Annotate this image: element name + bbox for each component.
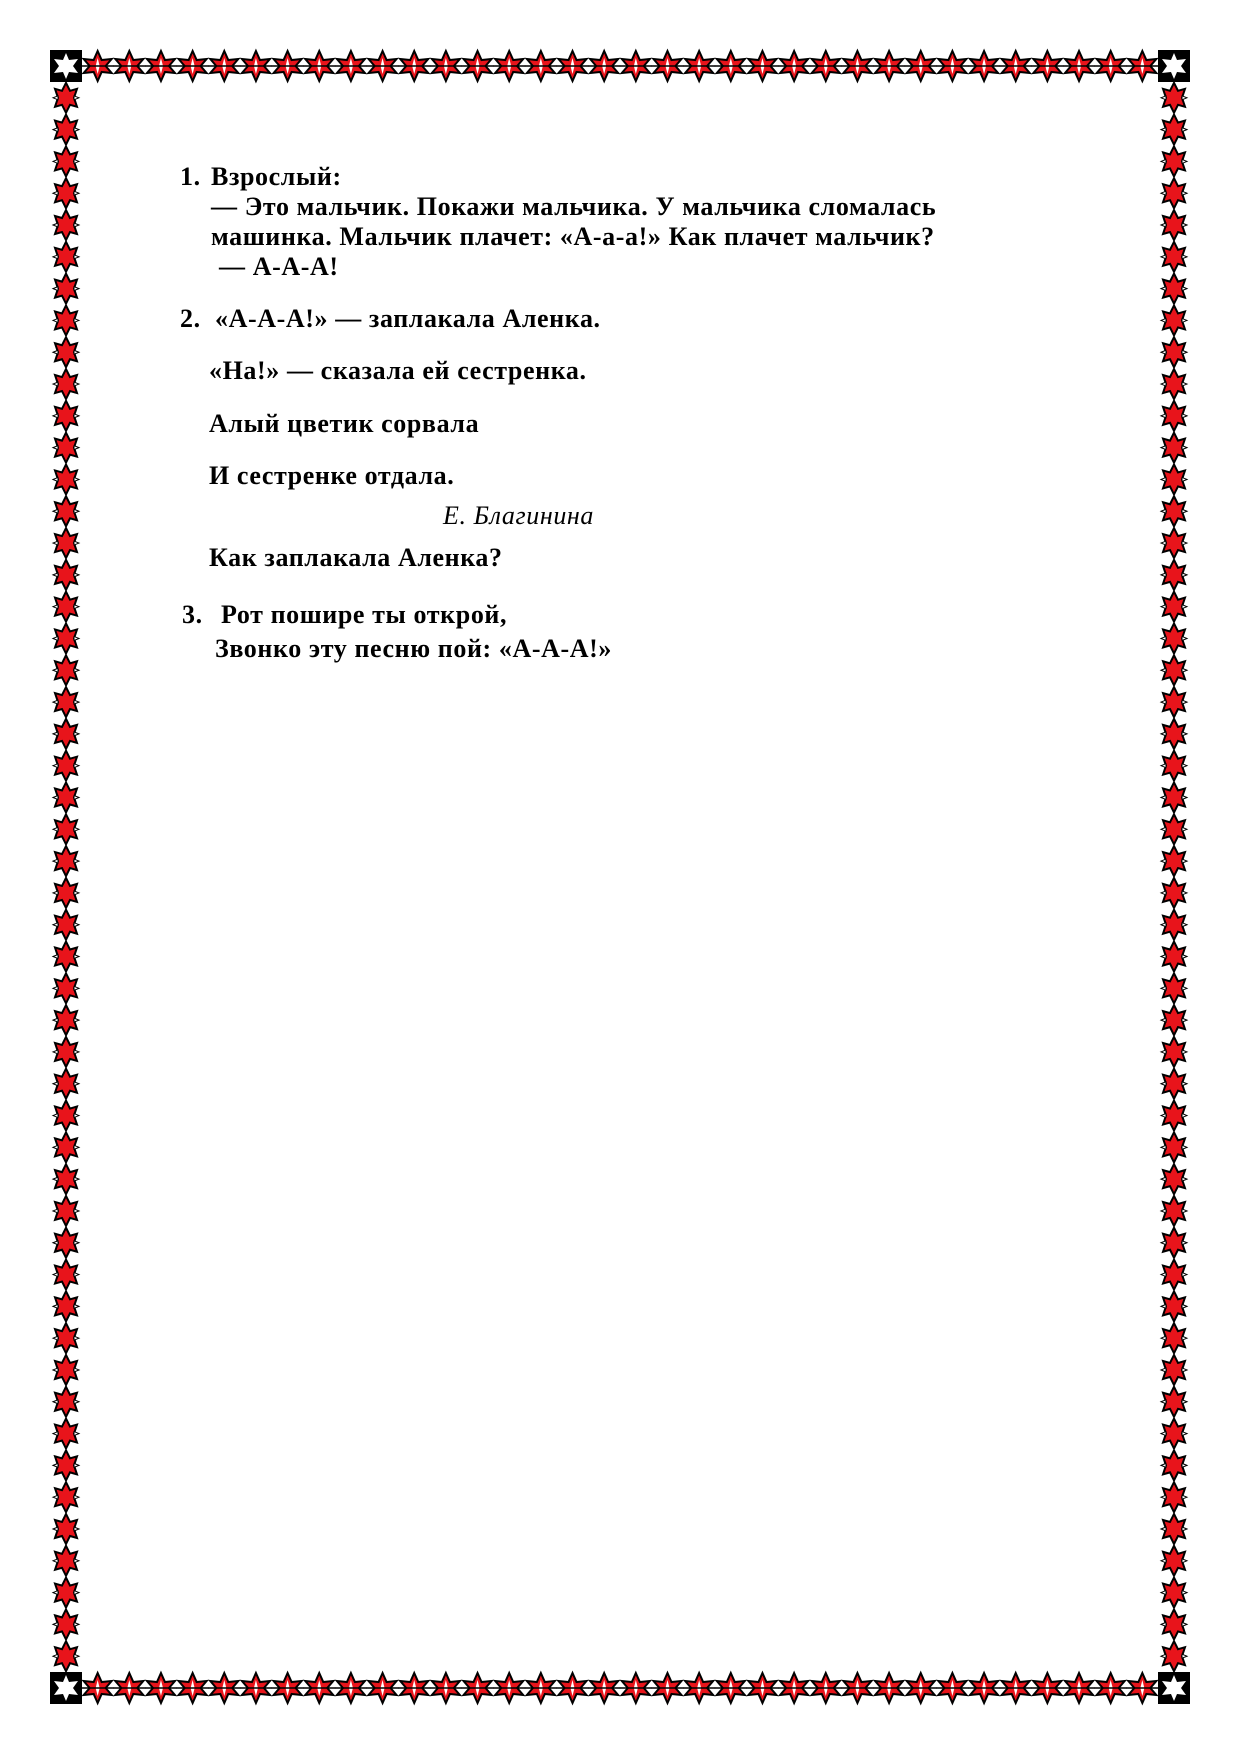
border-star-icon xyxy=(53,1578,79,1608)
border-star-icon xyxy=(1161,1355,1187,1385)
border-star-icon xyxy=(810,51,842,81)
border-star-icon xyxy=(53,401,79,431)
border-star-icon xyxy=(53,1260,79,1290)
border-star-icon xyxy=(53,1609,79,1639)
border-star-icon xyxy=(1126,51,1158,81)
border-star-icon xyxy=(1126,1673,1158,1703)
border-star-icon xyxy=(113,1673,145,1703)
border-star-icon xyxy=(1161,146,1187,176)
border-star-icon xyxy=(1161,846,1187,876)
border-star-icon xyxy=(968,51,1000,81)
border-star-icon xyxy=(53,464,79,494)
border-star-icon xyxy=(462,51,494,81)
border-star-icon xyxy=(303,1673,335,1703)
item-number: 2. xyxy=(180,304,201,333)
border-star-icon xyxy=(651,1673,683,1703)
poem-line: «На!» — сказала ей сестренка. xyxy=(209,356,587,385)
border-star-icon xyxy=(145,1673,177,1703)
border-star-icon xyxy=(1161,1578,1187,1608)
corner-star-icon xyxy=(50,50,82,82)
border-star-icon xyxy=(557,51,589,81)
border-star-icon xyxy=(53,369,79,399)
border-star-icon xyxy=(557,1673,589,1703)
border-star-icon xyxy=(145,51,177,81)
border-star-icon xyxy=(53,305,79,335)
border-star-icon xyxy=(1161,1641,1187,1671)
border-star-icon xyxy=(53,592,79,622)
border-star-icon xyxy=(525,1673,557,1703)
border-star-icon xyxy=(1161,1069,1187,1099)
border-star-icon xyxy=(1161,1450,1187,1480)
border-star-icon xyxy=(968,1673,1000,1703)
border-star-icon xyxy=(1161,1323,1187,1353)
corner-star-icon xyxy=(1158,1672,1190,1704)
border-star-icon xyxy=(1161,1196,1187,1226)
border-star-icon xyxy=(53,337,79,367)
border-star-icon xyxy=(1161,1101,1187,1131)
border-star-icon xyxy=(1031,1673,1063,1703)
border-star-icon xyxy=(53,1196,79,1226)
border-star-icon xyxy=(53,1005,79,1035)
border-star-icon xyxy=(53,528,79,558)
border-star-icon xyxy=(1161,782,1187,812)
border-star-icon xyxy=(1161,1291,1187,1321)
border-star-icon xyxy=(1000,51,1032,81)
border-star-icon xyxy=(82,51,114,81)
border-star-icon xyxy=(841,1673,873,1703)
text-line: машинка. Мальчик плачет: «А-а-а!» Как плачет мальчик? xyxy=(211,222,935,251)
border-star-icon xyxy=(1161,178,1187,208)
border-star-icon xyxy=(53,942,79,972)
border-star-icon xyxy=(53,496,79,526)
border-star-icon xyxy=(683,51,715,81)
border-star-icon xyxy=(53,655,79,685)
border-star-icon xyxy=(367,1673,399,1703)
border-star-icon xyxy=(588,51,620,81)
poem-author: Е. Благинина xyxy=(443,501,595,530)
border-star-icon xyxy=(1161,210,1187,240)
border-star-icon xyxy=(53,1323,79,1353)
poem-line: Рот пошире ты открой, xyxy=(221,600,508,629)
border-star-icon xyxy=(1161,496,1187,526)
border-star-icon xyxy=(1031,51,1063,81)
border-star-icon xyxy=(398,1673,430,1703)
border-star-icon xyxy=(715,51,747,81)
border-star-icon xyxy=(53,814,79,844)
border-star-icon xyxy=(430,1673,462,1703)
border-star-icon xyxy=(905,51,937,81)
border-star-icon xyxy=(1063,51,1095,81)
border-star-icon xyxy=(240,51,272,81)
border-star-icon xyxy=(53,1482,79,1512)
item-number: 1. xyxy=(180,162,201,191)
border-star-icon xyxy=(177,1673,209,1703)
border-star-icon xyxy=(53,1291,79,1321)
border-star-icon xyxy=(208,1673,240,1703)
border-star-icon xyxy=(53,83,79,113)
border-star-icon xyxy=(1161,719,1187,749)
border-star-icon xyxy=(1095,1673,1127,1703)
border-star-icon xyxy=(1161,1005,1187,1035)
border-star-icon xyxy=(53,1514,79,1544)
border-star-icon xyxy=(1161,305,1187,335)
border-star-icon xyxy=(651,51,683,81)
border-star-icon xyxy=(335,1673,367,1703)
border-star-icon xyxy=(1161,592,1187,622)
border-star-icon xyxy=(1161,1419,1187,1449)
border-star-icon xyxy=(53,1419,79,1449)
border-star-icon xyxy=(1161,1228,1187,1258)
border-star-icon xyxy=(208,51,240,81)
border-star-icon xyxy=(1161,401,1187,431)
border-star-icon xyxy=(778,51,810,81)
border-star-icon xyxy=(53,751,79,781)
border-star-icon xyxy=(1161,751,1187,781)
border-star-icon xyxy=(53,1069,79,1099)
question-line: Как заплакала Аленка? xyxy=(209,543,503,572)
border-star-icon xyxy=(303,51,335,81)
border-star-icon xyxy=(53,878,79,908)
border-star-icon xyxy=(53,1546,79,1576)
border-star-icon xyxy=(1161,464,1187,494)
border-star-icon xyxy=(1161,655,1187,685)
border-star-icon xyxy=(177,51,209,81)
border-star-icon xyxy=(462,1673,494,1703)
border-star-icon xyxy=(53,1641,79,1671)
border-star-icon xyxy=(1161,1164,1187,1194)
border-star-icon xyxy=(53,1164,79,1194)
speaker-label: Взрослый: xyxy=(211,162,342,191)
border-star-icon xyxy=(53,1355,79,1385)
border-star-icon xyxy=(240,1673,272,1703)
border-star-icon xyxy=(53,210,79,240)
border-star-icon xyxy=(620,51,652,81)
border-star-icon xyxy=(53,146,79,176)
border-star-icon xyxy=(1095,51,1127,81)
border-star-icon xyxy=(1161,1514,1187,1544)
poem-line: И сестренке отдала. xyxy=(209,461,455,490)
border-star-icon xyxy=(53,719,79,749)
border-star-icon xyxy=(1161,274,1187,304)
border-star-icon xyxy=(1161,910,1187,940)
corner-star-icon xyxy=(1158,50,1190,82)
border-star-icon xyxy=(1161,1132,1187,1162)
border-star-icon xyxy=(936,1673,968,1703)
border-star-icon xyxy=(936,51,968,81)
border-star-icon xyxy=(1161,814,1187,844)
border-star-icon xyxy=(1161,878,1187,908)
border-star-icon xyxy=(1161,115,1187,145)
border-star-icon xyxy=(683,1673,715,1703)
border-star-icon xyxy=(1161,942,1187,972)
border-star-icon xyxy=(1161,1387,1187,1417)
border-star-icon xyxy=(53,1387,79,1417)
border-star-icon xyxy=(53,433,79,463)
border-star-icon xyxy=(1161,337,1187,367)
border-star-icon xyxy=(746,51,778,81)
item-number: 3. xyxy=(182,600,203,629)
border-star-icon xyxy=(53,115,79,145)
border-star-icon xyxy=(841,51,873,81)
border-star-icon xyxy=(810,1673,842,1703)
text-line: — А-А-А! xyxy=(219,252,339,281)
border-star-icon xyxy=(53,782,79,812)
border-star-icon xyxy=(525,51,557,81)
border-star-icon xyxy=(398,51,430,81)
border-star-icon xyxy=(1161,1609,1187,1639)
border-star-icon xyxy=(53,687,79,717)
border-star-icon xyxy=(1161,83,1187,113)
border-star-icon xyxy=(53,274,79,304)
poem-line: «А-А-А!» — заплакала Аленка. xyxy=(215,304,601,333)
border-star-icon xyxy=(1161,1260,1187,1290)
border-star-icon xyxy=(1161,433,1187,463)
border-star-icon xyxy=(53,560,79,590)
border-star-icon xyxy=(53,910,79,940)
border-star-icon xyxy=(53,973,79,1003)
border-star-icon xyxy=(620,1673,652,1703)
border-star-icon xyxy=(53,1101,79,1131)
border-star-icon xyxy=(1161,973,1187,1003)
border-star-icon xyxy=(905,1673,937,1703)
border-star-icon xyxy=(1161,528,1187,558)
border-star-icon xyxy=(53,1450,79,1480)
poem-line: Звонко эту песню пой: «А-А-А!» xyxy=(215,634,613,663)
border-star-icon xyxy=(367,51,399,81)
border-star-icon xyxy=(746,1673,778,1703)
border-star-icon xyxy=(1161,623,1187,653)
border-star-icon xyxy=(1161,1482,1187,1512)
border-star-icon xyxy=(335,51,367,81)
poem-line: Алый цветик сорвала xyxy=(209,409,480,438)
border-star-icon xyxy=(53,1228,79,1258)
border-star-icon xyxy=(272,1673,304,1703)
border-star-icon xyxy=(53,623,79,653)
border-star-icon xyxy=(778,1673,810,1703)
border-star-icon xyxy=(873,51,905,81)
border-star-icon xyxy=(493,51,525,81)
border-star-icon xyxy=(1161,1037,1187,1067)
border-star-icon xyxy=(1161,687,1187,717)
border-star-icon xyxy=(53,1037,79,1067)
border-star-icon xyxy=(113,51,145,81)
border-star-icon xyxy=(1161,242,1187,272)
border-star-icon xyxy=(873,1673,905,1703)
border-star-icon xyxy=(1161,369,1187,399)
border-star-icon xyxy=(53,846,79,876)
border-star-icon xyxy=(1000,1673,1032,1703)
border-star-icon xyxy=(53,1132,79,1162)
border-star-icon xyxy=(272,51,304,81)
border-star-icon xyxy=(588,1673,620,1703)
border-star-icon xyxy=(715,1673,747,1703)
border-star-icon xyxy=(82,1673,114,1703)
text-line: — Это мальчик. Покажи мальчика. У мальчика сломалась xyxy=(211,192,937,221)
corner-star-icon xyxy=(50,1672,82,1704)
border-star-icon xyxy=(53,242,79,272)
border-star-icon xyxy=(1063,1673,1095,1703)
border-star-icon xyxy=(430,51,462,81)
border-star-icon xyxy=(53,178,79,208)
border-star-icon xyxy=(1161,1546,1187,1576)
border-star-icon xyxy=(493,1673,525,1703)
border-star-icon xyxy=(1161,560,1187,590)
